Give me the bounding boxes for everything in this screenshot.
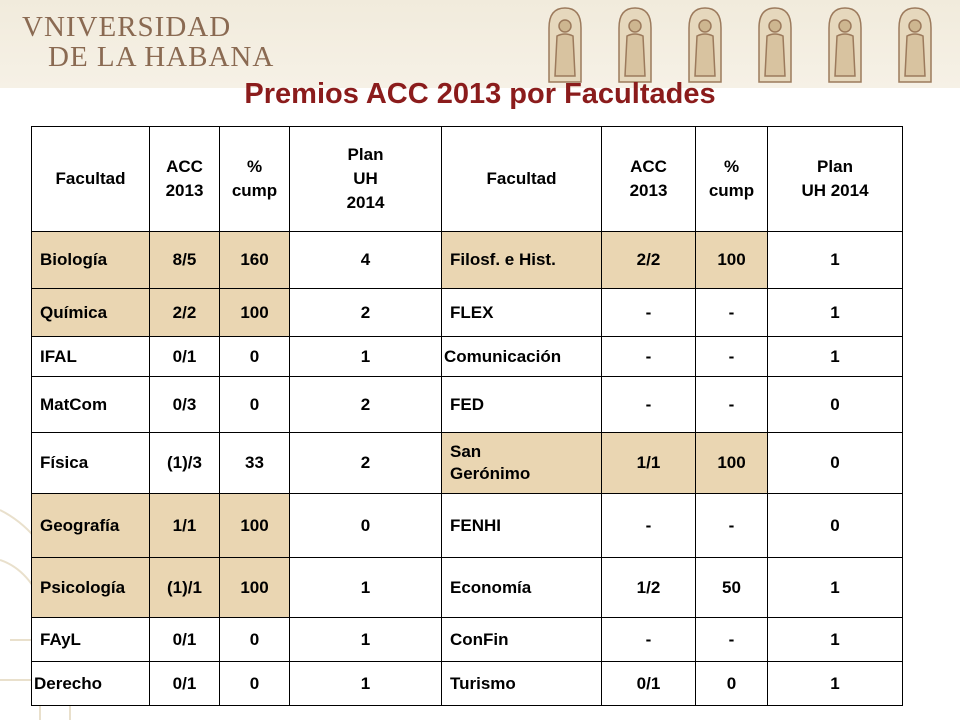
acc-value: (1)/3	[150, 433, 220, 494]
pct-value: 100	[696, 232, 768, 289]
col-header-acc: ACC 2013	[150, 127, 220, 232]
plan-value: 2	[290, 289, 442, 337]
acc-value: -	[602, 618, 696, 662]
faculty-name: Economía	[442, 558, 602, 618]
acc-value: 1/1	[602, 433, 696, 494]
acc-value: 0/1	[602, 662, 696, 706]
pct-value: -	[696, 494, 768, 558]
col-header-facultad: Facultad	[32, 127, 150, 232]
table-row	[32, 494, 903, 558]
acc-value: -	[602, 337, 696, 377]
col-header-facultad-2: Facultad	[442, 127, 602, 232]
awards-table	[31, 126, 903, 706]
faculty-name: MatCom	[32, 377, 150, 433]
plan-value: 0	[768, 377, 903, 433]
plan-value: 0	[768, 494, 903, 558]
saints-statues-image	[535, 4, 955, 84]
faculty-name: IFAL	[32, 337, 150, 377]
acc-value: 1/2	[602, 558, 696, 618]
faculty-name: FLEX	[442, 289, 602, 337]
faculty-name: FED	[442, 377, 602, 433]
page-title: Premios ACC 2013 por Facultades	[244, 78, 716, 110]
acc-value: -	[602, 377, 696, 433]
col-header-acc-2: ACC 2013	[602, 127, 696, 232]
pct-value: 0	[696, 662, 768, 706]
plan-value: 4	[290, 232, 442, 289]
col-header-pct-2: % cump	[696, 127, 768, 232]
faculty-name: ConFin	[442, 618, 602, 662]
pct-value: 100	[220, 558, 290, 618]
table-row	[32, 433, 903, 494]
faculty-name: Biología	[32, 232, 150, 289]
acc-value: -	[602, 289, 696, 337]
header-row	[32, 127, 903, 232]
pct-value: 0	[220, 618, 290, 662]
pct-value: 100	[220, 494, 290, 558]
logo-line-2: DE LA HABANA	[48, 41, 275, 73]
table-row	[32, 289, 903, 337]
col-header-plan: Plan UH 2014	[290, 127, 442, 232]
university-logo	[22, 12, 274, 72]
pct-value: 0	[220, 337, 290, 377]
table-row	[32, 618, 903, 662]
col-header-plan-2: Plan UH 2014	[768, 127, 903, 232]
plan-value: 1	[768, 337, 903, 377]
acc-value: 0/1	[150, 337, 220, 377]
plan-value: 1	[290, 558, 442, 618]
faculty-name: San Gerónimo	[442, 433, 602, 494]
plan-value: 1	[768, 232, 903, 289]
faculty-name: Física	[32, 433, 150, 494]
table-row	[32, 558, 903, 618]
pct-value: 50	[696, 558, 768, 618]
plan-value: 1	[768, 289, 903, 337]
pct-value: 0	[220, 662, 290, 706]
pct-value: -	[696, 337, 768, 377]
plan-value: 1	[768, 558, 903, 618]
acc-value: 2/2	[602, 232, 696, 289]
acc-value: 2/2	[150, 289, 220, 337]
plan-value: 1	[768, 662, 903, 706]
table-row	[32, 377, 903, 433]
acc-value: 0/1	[150, 618, 220, 662]
faculty-name: FAyL	[32, 618, 150, 662]
plan-value: 2	[290, 433, 442, 494]
plan-value: 1	[290, 662, 442, 706]
table-row	[32, 337, 903, 377]
faculty-name: Turismo	[442, 662, 602, 706]
faculty-name: Derecho	[32, 662, 150, 706]
plan-value: 1	[290, 337, 442, 377]
col-header-pct: % cump	[220, 127, 290, 232]
faculty-name: FENHI	[442, 494, 602, 558]
acc-value: 0/1	[150, 662, 220, 706]
faculty-name: Geografía	[32, 494, 150, 558]
table-row	[32, 662, 903, 706]
pct-value: 160	[220, 232, 290, 289]
pct-value: -	[696, 377, 768, 433]
faculty-name: Filosf. e Hist.	[442, 232, 602, 289]
acc-value: 1/1	[150, 494, 220, 558]
plan-value: 0	[290, 494, 442, 558]
pct-value: -	[696, 618, 768, 662]
pct-value: -	[696, 289, 768, 337]
logo-line-1: VNIVERSIDAD	[22, 11, 232, 43]
pct-value: 100	[696, 433, 768, 494]
acc-value: -	[602, 494, 696, 558]
faculty-name: Psicología	[32, 558, 150, 618]
acc-value: 0/3	[150, 377, 220, 433]
table-row	[32, 232, 903, 289]
acc-value: (1)/1	[150, 558, 220, 618]
pct-value: 100	[220, 289, 290, 337]
plan-value: 2	[290, 377, 442, 433]
faculty-name: Química	[32, 289, 150, 337]
pct-value: 33	[220, 433, 290, 494]
acc-value: 8/5	[150, 232, 220, 289]
plan-value: 1	[290, 618, 442, 662]
faculty-name: Comunicación	[442, 337, 602, 377]
pct-value: 0	[220, 377, 290, 433]
plan-value: 0	[768, 433, 903, 494]
plan-value: 1	[768, 618, 903, 662]
